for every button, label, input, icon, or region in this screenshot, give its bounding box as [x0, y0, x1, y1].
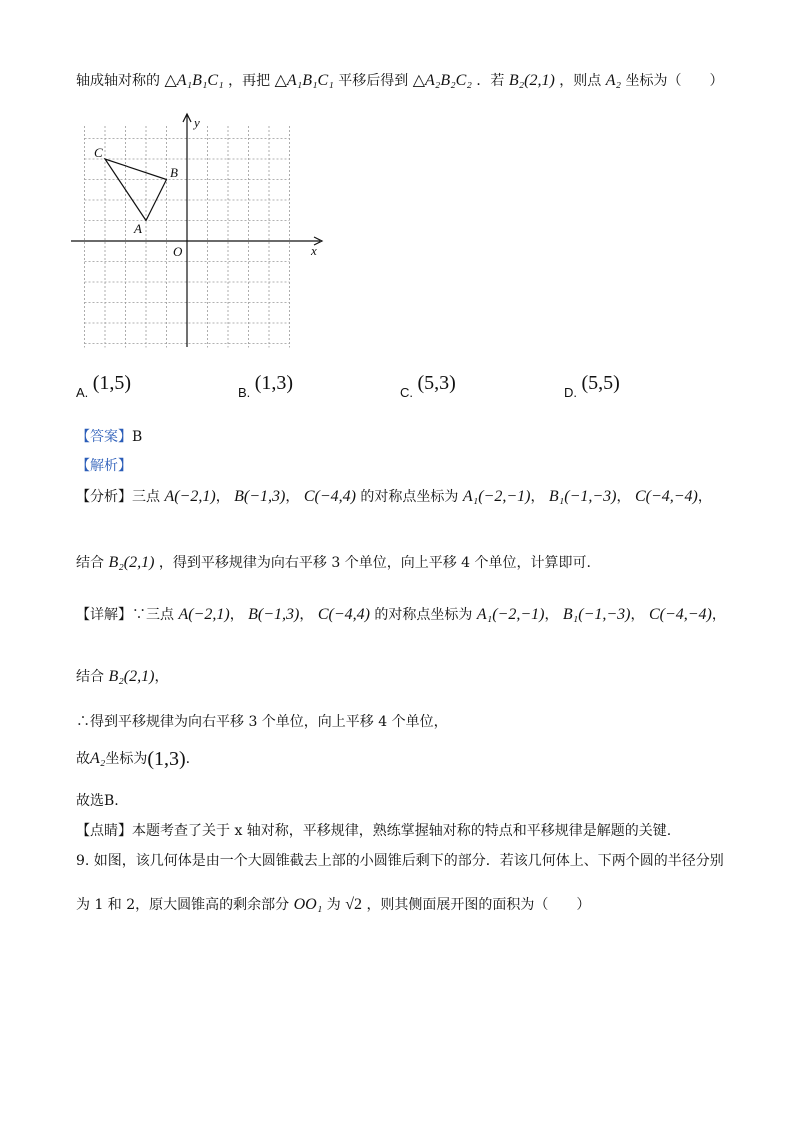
triangle-a1b1c1: △A₁B₁C₁: [164, 72, 224, 89]
xiangjie-tag: 【详解】: [76, 607, 132, 623]
x-axis-label: x: [311, 243, 317, 258]
point-c-label: C: [94, 145, 103, 160]
option-d-value: (5,5): [581, 372, 620, 394]
segment-oo1: OO₁: [293, 896, 323, 913]
xiangjie-line-1: 【详解】∵三点 A(−2,1)， B(−1,3)， C(−4,4) 的对称点坐标为 A₁(−2,−1)， B₁(−1,−3)， C(−4,−4)，: [76, 606, 726, 623]
result-value: (1,3): [147, 748, 186, 770]
point-a1: A₁(−2,−1): [462, 488, 531, 505]
dianjing-tag: 【点睛】: [76, 823, 132, 839]
fenxi-line-2: 结合 B₂(2,1) ，得到平移规律为向右平移 3 个单位，向上平移 4 个单位，计算即可.: [76, 554, 591, 571]
answer-line: [76, 426, 142, 446]
y-axis-label: y: [194, 115, 200, 130]
xiangjie-line-2: 结合 B₂(2,1)，: [76, 668, 169, 685]
xiangjie-line-5: 故选B.: [76, 793, 119, 809]
option-d[interactable]: D. (5,5): [564, 372, 620, 400]
option-b[interactable]: B. (1,3): [238, 372, 294, 400]
answer-value: B: [132, 429, 143, 445]
triangle-a2b2c2: △A₂B₂C₂: [412, 72, 472, 89]
q9-line-1: 9. 如图，该几何体是由一个大圆锥截去上部的小圆锥后剩下的部分．若该几何体上、下两个圆的半径分别: [76, 853, 724, 869]
coordinate-figure: [66, 110, 336, 350]
option-b-value: (1,3): [254, 372, 294, 394]
point-c1: C(−4,−4): [634, 488, 698, 505]
triangle-a1b1c1-2: △A₁B₁C₁: [274, 72, 334, 89]
point-b: B(−1,3): [234, 488, 286, 505]
q9-line-2: 为 1 和 2，原大圆锥高的剩余部分 OO₁ 为 √2 ，则其侧面展开图的面积为（ ）: [76, 896, 591, 913]
origin-label: O: [173, 244, 183, 259]
option-a-value: (1,5): [92, 372, 132, 394]
option-c[interactable]: C. (5,3): [400, 372, 456, 400]
point-b2: B₂(2,1): [508, 72, 555, 89]
fenxi-tag: 【分析】: [76, 489, 132, 505]
intro-line: 轴成轴对称的 △A₁B₁C₁ ，再把 △A₁B₁C₁ 平移后得到 △A₂B₂C₂ ．若 B₂(2,1) ，则点 A₂ 坐标为（ ）: [76, 72, 724, 89]
option-c-value: (5,3): [417, 372, 456, 394]
dianjing-line: 【点睛】本题考查了关于 x 轴对称，平移规律，熟练掌握轴对称的特点和平移规律是解题的关键.: [76, 823, 672, 839]
point-a-label: A: [134, 221, 142, 236]
point-a: A(−2,1): [164, 488, 216, 505]
analysis-line: [76, 455, 132, 475]
point-a2: A₂: [605, 72, 622, 89]
point-b2-fenxi: B₂(2,1): [108, 554, 155, 571]
fenxi-line-1: 【分析】三点 A(−2,1)， B(−1,3)， C(−4,4) 的对称点坐标为 A₁(−2,−1)， B₁(−1,−3)， C(−4,−4)，: [76, 488, 712, 505]
axes: [71, 114, 322, 347]
xiangjie-line-3: ∴得到平移规律为向右平移 3 个单位，向上平移 4 个单位，: [76, 714, 448, 730]
triangle-abc: [105, 159, 167, 221]
xiangjie-line-4: 故A₂坐标为(1,3).: [76, 748, 191, 770]
point-c: C(−4,4): [303, 488, 356, 505]
point-b-label: B: [170, 165, 178, 180]
sqrt-two: √2: [345, 896, 362, 913]
analysis-tag: 【解析】: [76, 458, 132, 474]
option-a[interactable]: A. (1,5): [76, 372, 132, 400]
point-b1: B₁(−1,−3): [548, 488, 617, 505]
answer-tag: 【答案】: [76, 429, 132, 445]
